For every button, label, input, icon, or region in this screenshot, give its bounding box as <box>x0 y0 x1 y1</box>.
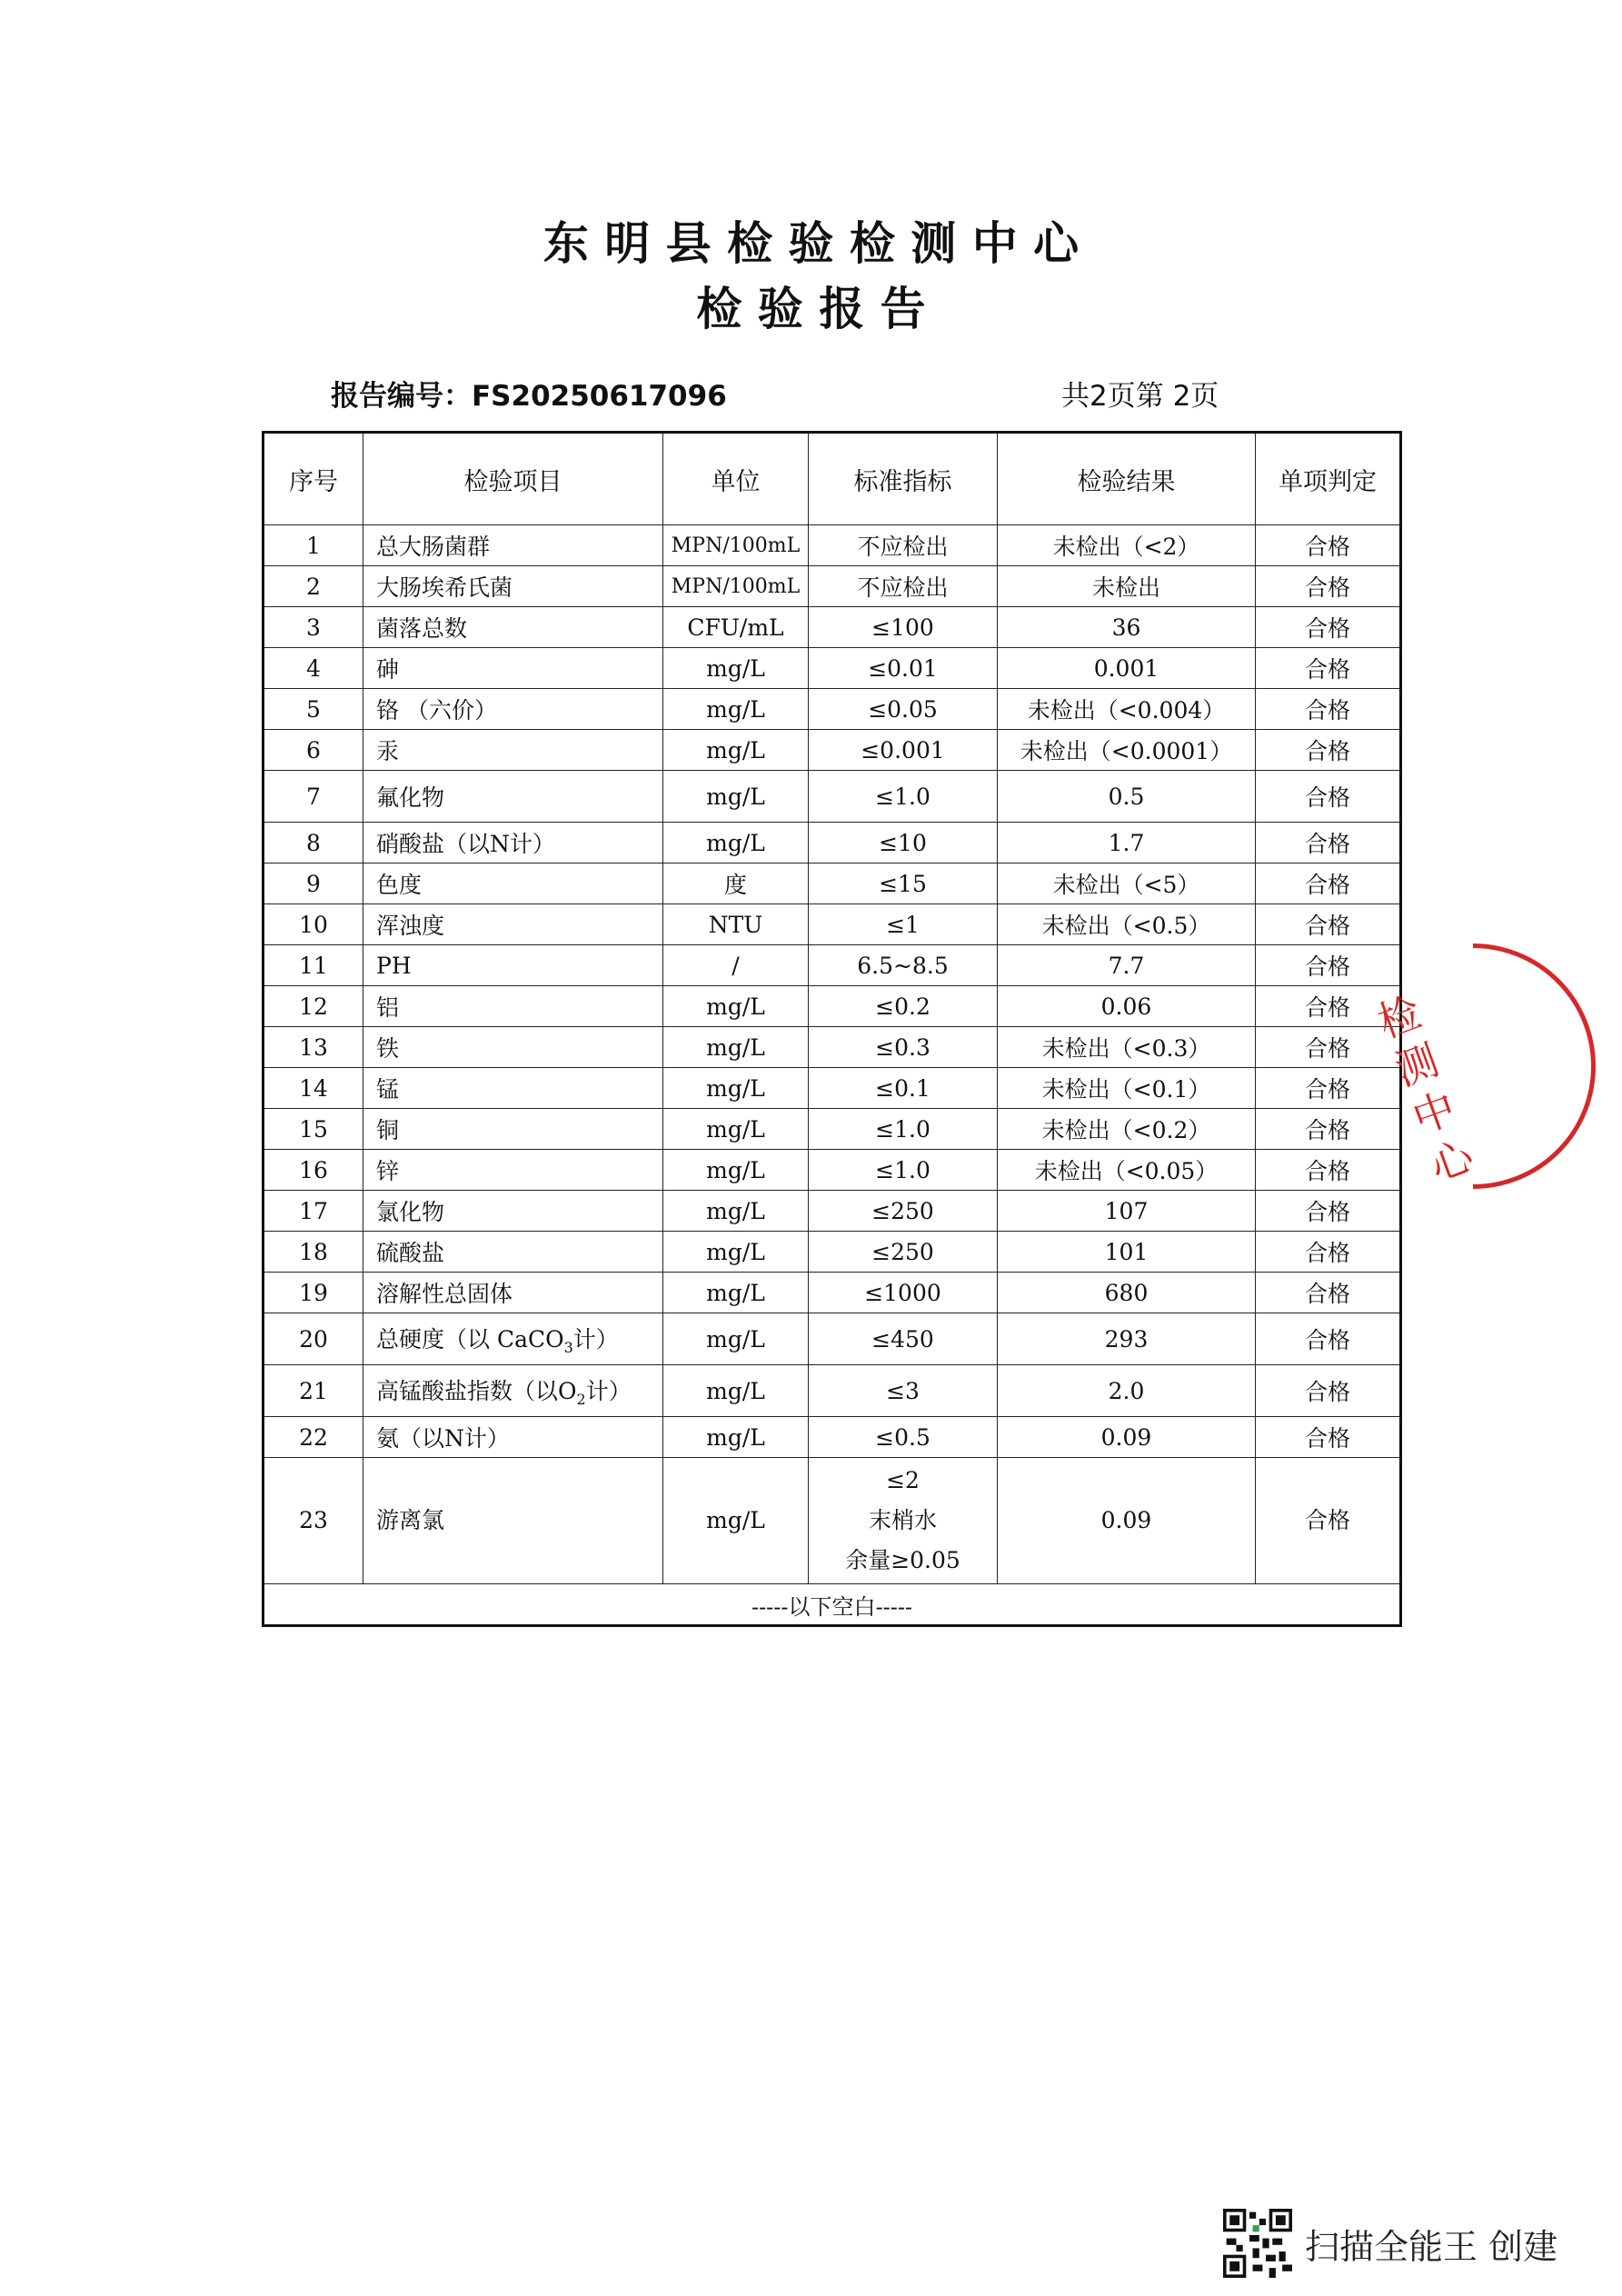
table-row <box>264 823 1401 863</box>
standard-line: 余量≥0.05 <box>845 1547 960 1573</box>
table-row <box>264 986 1401 1027</box>
table-row <box>264 1232 1401 1273</box>
cell-verdict: 合格 <box>1256 904 1401 945</box>
cell-unit: mg/L <box>663 1232 809 1273</box>
cell-item: 溶解性总固体 <box>363 1273 663 1313</box>
cell-verdict: 合格 <box>1256 730 1401 771</box>
standard-line: ≤2 <box>886 1467 920 1493</box>
item-text: 高锰酸盐指数（以O <box>376 1378 577 1404</box>
table-row <box>264 1458 1401 1584</box>
cell-unit: mg/L <box>663 1068 809 1109</box>
report-number: 报告编号：FS20250617096 <box>331 380 727 413</box>
table-row <box>264 904 1401 945</box>
org-title: 东 明 县 检 验 检 测 中 心 <box>542 217 1080 270</box>
cell-no: 18 <box>264 1232 363 1273</box>
cell-no: 15 <box>264 1109 363 1150</box>
cell-item <box>363 1365 663 1417</box>
cell-result: 2.0 <box>998 1365 1256 1417</box>
cell-unit: mg/L <box>663 1458 809 1584</box>
cell-standard: ≤15 <box>809 863 998 904</box>
cell-no: 4 <box>264 648 363 689</box>
cell-unit: mg/L <box>663 1417 809 1458</box>
cell-no: 5 <box>264 689 363 730</box>
cell-standard: ≤1 <box>809 904 998 945</box>
table-row <box>264 730 1401 771</box>
cell-standard: ≤10 <box>809 823 998 863</box>
cell-result: 0.001 <box>998 648 1256 689</box>
cell-unit: mg/L <box>663 648 809 689</box>
cell-verdict: 合格 <box>1256 648 1401 689</box>
cell-unit: mg/L <box>663 823 809 863</box>
cell-verdict: 合格 <box>1256 525 1401 566</box>
cell-item: 氟化物 <box>363 771 663 823</box>
cell-standard: 不应检出 <box>809 566 998 607</box>
table-row <box>264 1417 1401 1458</box>
cell-standard: 不应检出 <box>809 525 998 566</box>
cell-result: 未检出（<0.2） <box>998 1109 1256 1150</box>
cell-no: 7 <box>264 771 363 823</box>
cell-verdict: 合格 <box>1256 1232 1401 1273</box>
cell-item: 氯化物 <box>363 1191 663 1232</box>
table-row <box>264 863 1401 904</box>
cell-result: 1.7 <box>998 823 1256 863</box>
standard-line: 末梢水 <box>868 1507 937 1533</box>
cell-result: 未检出（<0.0001） <box>998 730 1256 771</box>
cell-no: 8 <box>264 823 363 863</box>
cell-standard: ≤250 <box>809 1232 998 1273</box>
table-row <box>264 1109 1401 1150</box>
cell-result: 未检出（<0.004） <box>998 689 1256 730</box>
cell-item <box>363 1313 663 1365</box>
document-title: 检 验 报 告 <box>696 283 926 335</box>
cell-standard: 6.5~8.5 <box>809 945 998 986</box>
cell-standard: ≤0.2 <box>809 986 998 1027</box>
cell-result: 未检出（<0.05） <box>998 1150 1256 1191</box>
cell-verdict: 合格 <box>1256 689 1401 730</box>
table-row <box>264 648 1401 689</box>
cell-unit: / <box>663 945 809 986</box>
cell-verdict: 合格 <box>1256 986 1401 1027</box>
cell-verdict: 合格 <box>1256 607 1401 648</box>
cell-verdict: 合格 <box>1256 945 1401 986</box>
cell-item: PH <box>363 945 663 986</box>
end-note: -----以下空白----- <box>264 1584 1401 1626</box>
table-row <box>264 1273 1401 1313</box>
cell-result: 0.5 <box>998 771 1256 823</box>
column-header-verdict: 单项判定 <box>1256 433 1401 525</box>
cell-verdict: 合格 <box>1256 863 1401 904</box>
cell-verdict: 合格 <box>1256 1365 1401 1417</box>
table-row <box>264 1191 1401 1232</box>
cell-result: 680 <box>998 1273 1256 1313</box>
cell-verdict: 合格 <box>1256 823 1401 863</box>
cell-verdict: 合格 <box>1256 771 1401 823</box>
cell-result: 7.7 <box>998 945 1256 986</box>
cell-result: 293 <box>998 1313 1256 1365</box>
cell-standard: ≤1000 <box>809 1273 998 1313</box>
cell-no: 17 <box>264 1191 363 1232</box>
cell-standard: ≤1.0 <box>809 771 998 823</box>
scanner-watermark <box>1223 2207 1557 2280</box>
cell-unit: MPN/100mL <box>663 525 809 566</box>
column-header-standard: 标准指标 <box>809 433 998 525</box>
cell-no: 20 <box>264 1313 363 1365</box>
item-subscript: 2 <box>576 1391 586 1408</box>
cell-item: 铁 <box>363 1027 663 1068</box>
cell-result: 0.06 <box>998 986 1256 1027</box>
cell-unit: mg/L <box>663 1365 809 1417</box>
cell-standard: ≤1.0 <box>809 1109 998 1150</box>
cell-unit: mg/L <box>663 1027 809 1068</box>
cell-item: 锌 <box>363 1150 663 1191</box>
cell-item: 菌落总数 <box>363 607 663 648</box>
cell-standard: ≤0.3 <box>809 1027 998 1068</box>
cell-item: 锰 <box>363 1068 663 1109</box>
item-text-suffix: 计） <box>585 1378 632 1404</box>
cell-standard: ≤250 <box>809 1191 998 1232</box>
cell-standard: ≤100 <box>809 607 998 648</box>
table-row <box>264 525 1401 566</box>
column-header-unit: 单位 <box>663 433 809 525</box>
cell-result: 101 <box>998 1232 1256 1273</box>
cell-item: 铜 <box>363 1109 663 1150</box>
table-row <box>264 607 1401 648</box>
cell-verdict: 合格 <box>1256 1313 1401 1365</box>
cell-unit: mg/L <box>663 689 809 730</box>
table-end-row <box>264 1584 1401 1626</box>
item-text-suffix: 计） <box>572 1326 619 1353</box>
column-header-no: 序号 <box>264 433 363 525</box>
cell-item: 汞 <box>363 730 663 771</box>
cell-item: 大肠埃希氏菌 <box>363 566 663 607</box>
cell-unit: mg/L <box>663 1273 809 1313</box>
cell-item: 铝 <box>363 986 663 1027</box>
table-header-row <box>264 433 1401 525</box>
cell-verdict: 合格 <box>1256 566 1401 607</box>
cell-no: 19 <box>264 1273 363 1313</box>
cell-result: 未检出 <box>998 566 1256 607</box>
cell-no: 3 <box>264 607 363 648</box>
cell-item: 色度 <box>363 863 663 904</box>
inspection-table <box>262 431 1402 1627</box>
cell-unit: NTU <box>663 904 809 945</box>
cell-item: 铬 （六价） <box>363 689 663 730</box>
table-row <box>264 1313 1401 1365</box>
cell-result: 107 <box>998 1191 1256 1232</box>
cell-item: 硫酸盐 <box>363 1232 663 1273</box>
cell-unit: mg/L <box>663 1191 809 1232</box>
cell-unit: mg/L <box>663 730 809 771</box>
cell-standard: ≤450 <box>809 1313 998 1365</box>
cell-result: 0.09 <box>998 1458 1256 1584</box>
cell-item: 砷 <box>363 648 663 689</box>
table-row <box>264 566 1401 607</box>
cell-item: 浑浊度 <box>363 904 663 945</box>
cell-result: 36 <box>998 607 1256 648</box>
cell-unit: 度 <box>663 863 809 904</box>
cell-unit: mg/L <box>663 1150 809 1191</box>
table-row <box>264 1027 1401 1068</box>
table-row <box>264 1150 1401 1191</box>
cell-item: 硝酸盐（以N计） <box>363 823 663 863</box>
page-info: 共2页第 2页 <box>1061 380 1219 413</box>
cell-standard: ≤0.1 <box>809 1068 998 1109</box>
cell-no: 21 <box>264 1365 363 1417</box>
cell-verdict: 合格 <box>1256 1068 1401 1109</box>
cell-verdict: 合格 <box>1256 1458 1401 1584</box>
table-row <box>264 771 1401 823</box>
cell-item: 总大肠菌群 <box>363 525 663 566</box>
table-row <box>264 1365 1401 1417</box>
item-subscript: 3 <box>563 1339 573 1356</box>
table-row <box>264 689 1401 730</box>
cell-no: 2 <box>264 566 363 607</box>
cell-result: 0.09 <box>998 1417 1256 1458</box>
cell-standard: ≤0.001 <box>809 730 998 771</box>
cell-verdict: 合格 <box>1256 1191 1401 1232</box>
cell-result: 未检出（<0.5） <box>998 904 1256 945</box>
table-row <box>264 945 1401 986</box>
cell-no: 23 <box>264 1458 363 1584</box>
qr-code-icon <box>1223 2209 1292 2278</box>
cell-unit: CFU/mL <box>663 607 809 648</box>
cell-no: 22 <box>264 1417 363 1458</box>
table-row <box>264 1068 1401 1109</box>
cell-result: 未检出（<5） <box>998 863 1256 904</box>
cell-standard: ≤0.01 <box>809 648 998 689</box>
cell-no: 1 <box>264 525 363 566</box>
cell-unit: mg/L <box>663 1313 809 1365</box>
cell-verdict: 合格 <box>1256 1109 1401 1150</box>
cell-standard: ≤0.5 <box>809 1417 998 1458</box>
cell-result: 未检出（<0.1） <box>998 1068 1256 1109</box>
cell-verdict: 合格 <box>1256 1027 1401 1068</box>
cell-unit: mg/L <box>663 986 809 1027</box>
cell-no: 9 <box>264 863 363 904</box>
cell-no: 13 <box>264 1027 363 1068</box>
cell-unit: MPN/100mL <box>663 566 809 607</box>
cell-verdict: 合格 <box>1256 1273 1401 1313</box>
cell-result: 未检出（<0.3） <box>998 1027 1256 1068</box>
scanner-app-label: 扫描全能王 创建 <box>1305 2226 1558 2267</box>
cell-unit: mg/L <box>663 771 809 823</box>
cell-item: 游离氯 <box>363 1458 663 1584</box>
cell-standard: ≤0.05 <box>809 689 998 730</box>
seal-text: 检测中心 <box>1371 986 1480 1192</box>
cell-no: 16 <box>264 1150 363 1191</box>
cell-standard: ≤3 <box>809 1365 998 1417</box>
table-body <box>264 525 1401 1626</box>
column-header-item: 检验项目 <box>363 433 663 525</box>
cell-verdict: 合格 <box>1256 1150 1401 1191</box>
column-header-result: 检验结果 <box>998 433 1256 525</box>
item-text: 总硬度（以 CaCO <box>376 1326 564 1353</box>
cell-unit: mg/L <box>663 1109 809 1150</box>
cell-item: 氨（以N计） <box>363 1417 663 1458</box>
cell-no: 11 <box>264 945 363 986</box>
cell-standard: ≤1.0 <box>809 1150 998 1191</box>
cell-standard <box>809 1458 998 1584</box>
cell-no: 10 <box>264 904 363 945</box>
cell-result: 未检出（<2） <box>998 525 1256 566</box>
cell-no: 12 <box>264 986 363 1027</box>
cell-no: 6 <box>264 730 363 771</box>
cell-verdict: 合格 <box>1256 1417 1401 1458</box>
cell-no: 14 <box>264 1068 363 1109</box>
